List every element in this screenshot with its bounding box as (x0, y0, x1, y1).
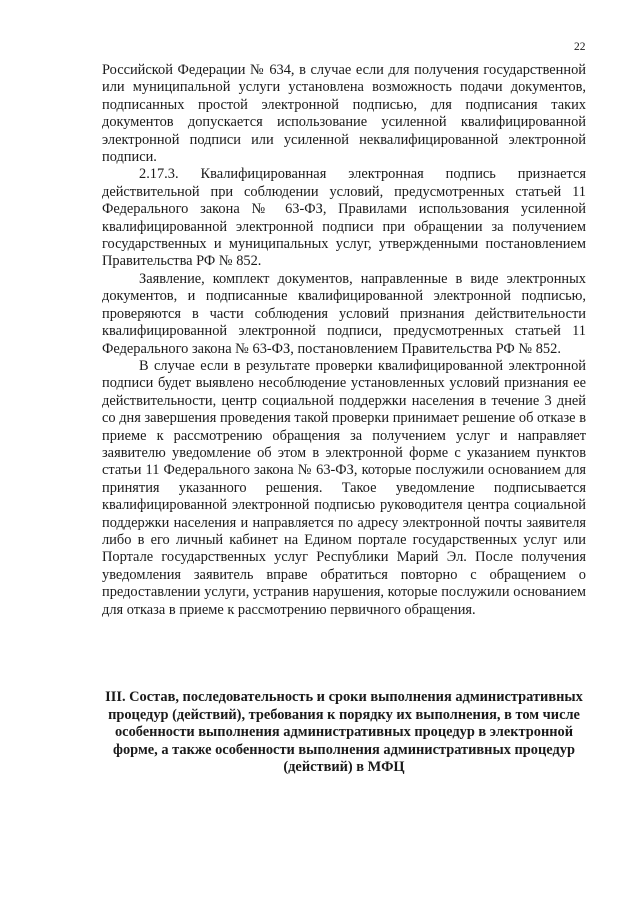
document-body (102, 62, 586, 619)
paragraph-2-17-3: 2.17.3. Квалифицированная электронная подпись признается действительной при соблюдении условий, предусмотренных статьей 11 Федерального закона № 63-ФЗ, Правилами использования усиленной квалифицированной электронной подписи при обращении за получением государственных и муниципальных услуг, утвержденными постановлением Правительства РФ № 852. (102, 166, 586, 270)
paragraph-refusal-notice: В случае если в результате проверки квалифицированной электронной подписи будет выявлено несоблюдение установленных условий признания ее действительности, центр социальной поддержки населения в течение 3 дней со дня завершения проведения такой проверки принимает решение об отказе в приеме к рассмотрению обращения за получением услуг и направляет заявителю уведомление об этом в электронной форме с указанием пунктов статьи 11 Федерального закона № 63-ФЗ, которые послужили основанием для принятия указанного решения. Такое уведомление подписывается квалифицированной электронной подписью руководителя центра социальной поддержки населения и направляется по адресу электронной почты заявителя либо в его личный кабинет на Едином портале государственных услуг или Портале государственных услуг Республики Марий Эл. После получения уведомления заявитель вправе обратиться повторно с обращением о предоставлении услуги, устранив нарушения, которые послужили основанием для отказа в приеме к рассмотрению первичного обращения. (102, 357, 586, 618)
paragraph-continuation: Российской Федерации № 634, в случае если для получения государственной или муниципальной услуги установлена возможность подачи документов, подписанных простой электронной подписью, для подписания таких документов допускается использование усиленной квалифицированной электронной подписи или усиленной неквалифицированной электронной подписи. (102, 62, 586, 166)
page-number: 22 (574, 41, 586, 53)
paragraph-application-verification: Заявление, комплект документов, направленные в виде электронных документов, и подписанные квалифицированной электронной подписью, проверяются в части соблюдения условий признания действительности квалифицированной электронной подписи, предусмотренных статьей 11 Федерального закона № 63-ФЗ, постановлением Правительства РФ № 852. (102, 270, 586, 357)
section-iii-heading: III. Состав, последовательность и сроки выполнения административных процедур (действий), требования к порядку их выполнения, в том числе особенности выполнения административных процедур в электронной форме, а также особенности выполнения административных процедур (действий) в МФЦ (105, 689, 583, 776)
